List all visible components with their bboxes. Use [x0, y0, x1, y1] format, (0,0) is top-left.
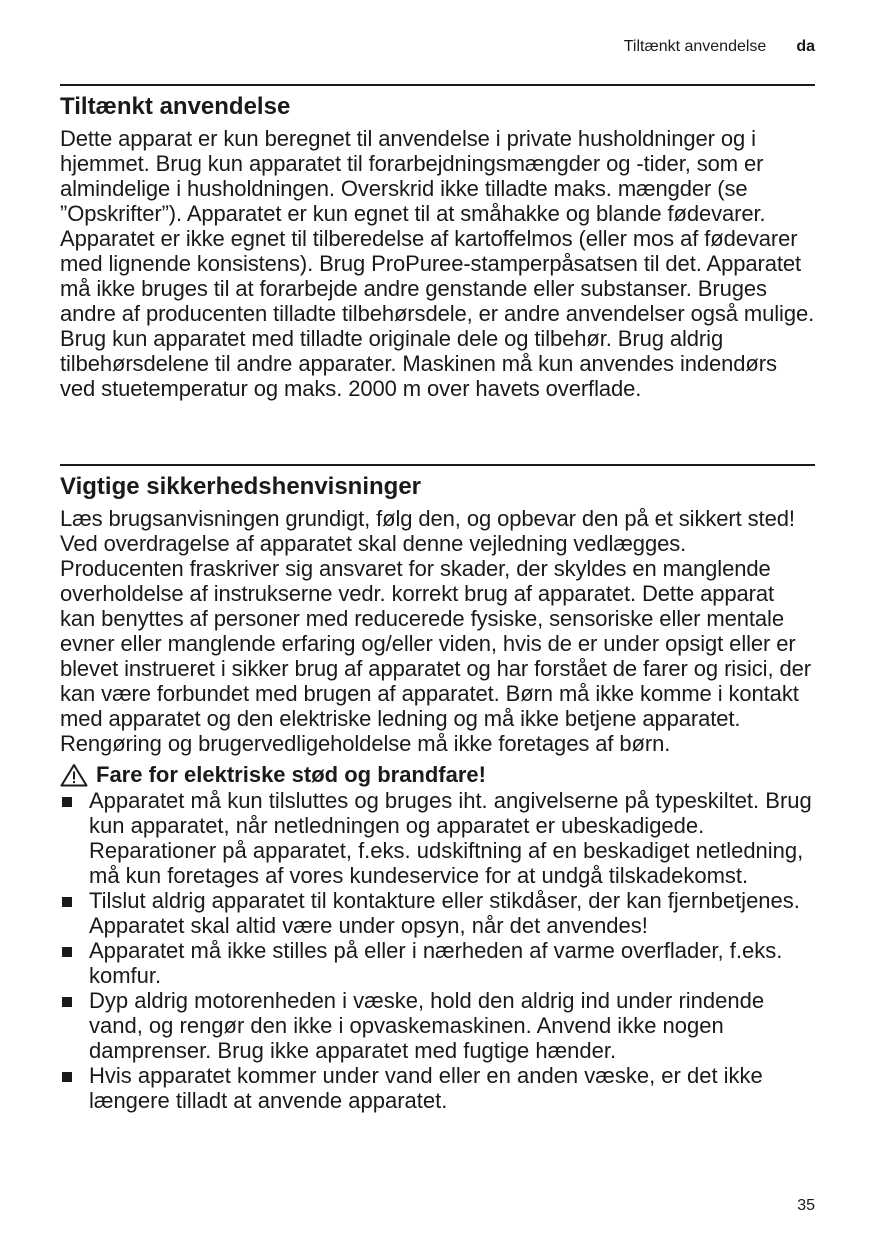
warning-bullet-list [60, 788, 815, 1113]
section-heading: Vigtige sikkerhedshenvisninger [60, 473, 422, 500]
section-body: Læs brugsanvisningen grundigt, følg den, og opbevar den på et sikkert sted! Ved overdragelse af apparatet skal denne vejledning vedlægges. Producenten fraskriver sig ansvaret for skader, der skyldes en manglende overholdelse af instrukserne vedr. korrekt brug af apparatet. Dette apparat kan benyttes af personer med reducerede fysiske, sensoriske eller mentale evner eller manglende erfaring og/eller viden, hvis de er under opsigt eller er blevet instrueret i sikker brug af apparatet og har forstået de farer og risici, der kan være forbundet med brugen af apparatet. Børn må ikke komme i kontakt med apparatet og den elektriske ledning og må ikke betjene apparatet. Rengøring og brugervedligeholdelse må ikke foretages af børn. [60, 506, 811, 756]
bullet-square-icon [62, 797, 72, 807]
running-header-title: Tiltænkt anvendelse [623, 38, 767, 55]
list-item: Tilslut aldrig apparatet til kontakture eller stikdåser, der kan fjernbetjenes. Apparatet skal altid være under opsyn, når det anvendes! [60, 888, 815, 938]
section-heading: Tiltænkt anvendelse [60, 93, 291, 120]
section-intended-use [60, 84, 815, 401]
section-divider [60, 464, 815, 466]
warning-title: Fare for elektriske stød og brandfare! [96, 762, 486, 787]
section-safety [60, 464, 815, 1113]
bullet-square-icon [62, 1072, 72, 1082]
bullet-square-icon [62, 947, 72, 957]
list-item: Hvis apparatet kommer under vand eller en anden væske, er det ikke længere tilladt at anvende apparatet. [60, 1063, 815, 1113]
section-divider [60, 84, 815, 86]
warning-triangle-icon [60, 763, 88, 787]
page-number: 35 [797, 1197, 815, 1214]
bullet-square-icon [62, 997, 72, 1007]
list-item: Apparatet må ikke stilles på eller i nærheden af varme overflader, f.eks. komfur. [60, 938, 815, 988]
list-item: Apparatet må kun tilsluttes og bruges iht. angivelserne på typeskiltet. Brug kun apparatet, når netledningen og apparatet er ubeskadigede. Reparationer på apparatet, f.eks. udskiftning af en beskadiget netledning, må kun foretages af vores kundeservice for at undgå tilskadekomst. [60, 788, 815, 888]
list-item: Dyp aldrig motorenheden i væske, hold den aldrig ind under rindende vand, og rengør den ikke i opvaskemaskinen. Anvend ikke nogen damprenser. Brug ikke apparatet med fugtige hænder. [60, 988, 815, 1063]
section-body: Dette apparat er kun beregnet til anvendelse i private husholdninger og i hjemmet. Brug kun apparatet til forarbejdningsmængder og -tider, som er almindelige i husholdningen. Overskrid ikke tilladte maks. mængder (se ”Opskrifter”). Apparatet er kun egnet til at småhakke og blande fødevarer. Apparatet er ikke egnet til tilberedelse af kartoffelmos (eller mos af fødevarer med lignende konsistens). Brug ProPuree-stamperpåsatsen til det. Apparatet må ikke bruges til at forarbejde andre genstande eller substanser. Bruges andre af producenten tilladte tilbehørsdele, er andre anvendelser også mulige. Brug kun apparatet med tilladte originale dele og tilbehør. Brug aldrig tilbehørsdelene til andre apparater. Maskinen må kun anvendes indendørs ved stuetemperatur og maks. 2000 m over havets overflade. [60, 126, 815, 401]
bullet-square-icon [62, 897, 72, 907]
running-header [624, 38, 815, 56]
language-code: da [796, 38, 815, 55]
warning-heading [60, 762, 815, 788]
